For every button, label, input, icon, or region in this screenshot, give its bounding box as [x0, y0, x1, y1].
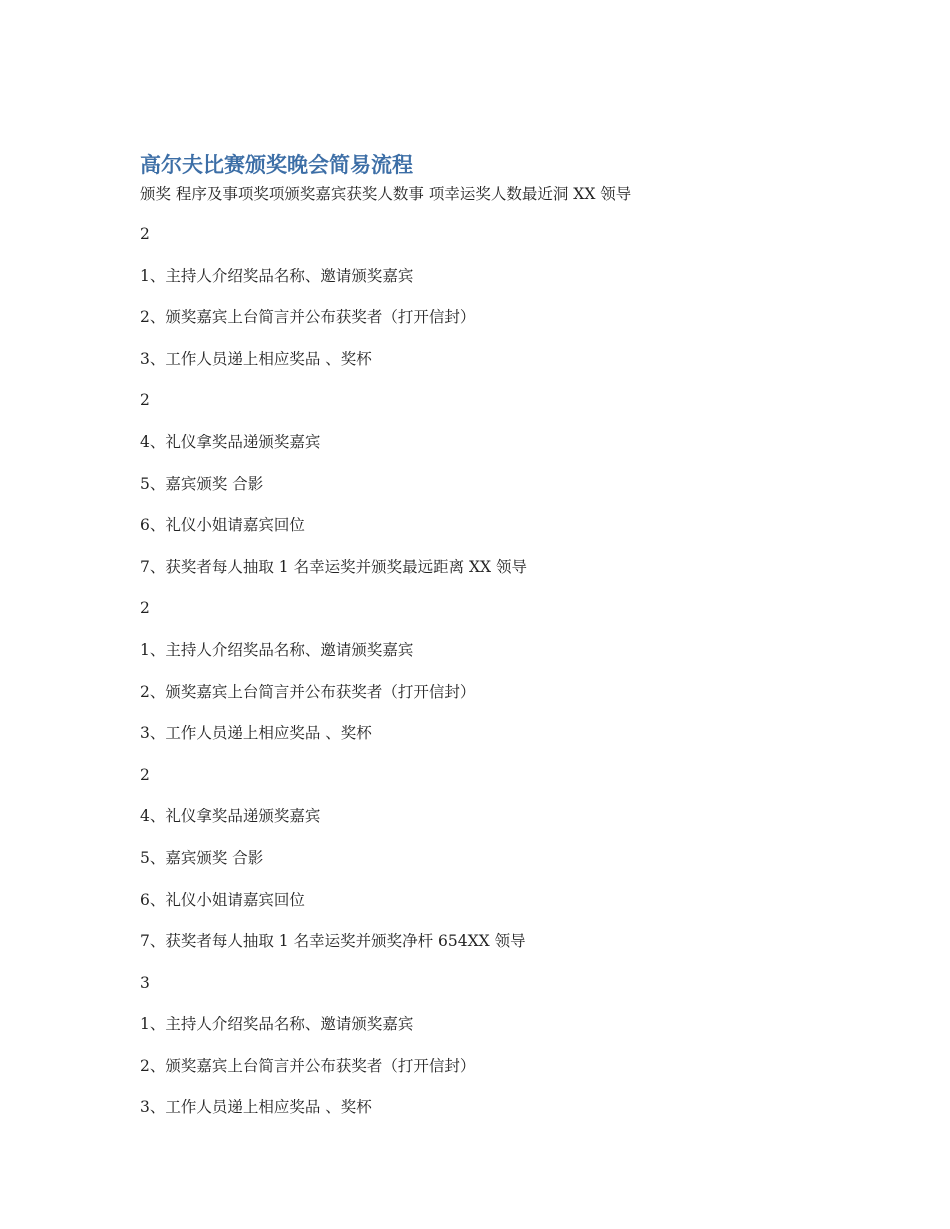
paragraph-line: 4、礼仪拿奖品递颁奖嘉宾: [140, 807, 321, 826]
paragraph-line: 1、主持人介绍奖品名称、邀请颁奖嘉宾: [140, 640, 414, 659]
paragraph-line: 2: [140, 225, 150, 243]
paragraph-line: 3、工作人员递上相应奖品 、奖杯: [140, 1098, 372, 1117]
paragraph-line: 6、礼仪小姐请嘉宾回位: [140, 890, 305, 909]
document-header-line: 颁奖 程序及事项奖项颁奖嘉宾获奖人数事 项幸运奖人数最近洞 XX 领导: [140, 185, 632, 203]
paragraph-line: 3、工作人员递上相应奖品 、奖杯: [140, 349, 372, 368]
paragraph-line: 4、礼仪拿奖品递颁奖嘉宾: [140, 432, 321, 451]
paragraph-line: 3、工作人员递上相应奖品 、奖杯: [140, 724, 372, 743]
paragraph-line: 2: [140, 765, 150, 784]
paragraph-line: 2、颁奖嘉宾上台简言并公布获奖者（打开信封）: [140, 1056, 476, 1075]
paragraph-line: 2: [140, 599, 150, 618]
paragraph-line: 2、颁奖嘉宾上台简言并公布获奖者（打开信封）: [140, 682, 476, 701]
paragraph-line: 6、礼仪小姐请嘉宾回位: [140, 516, 305, 535]
document-body: [140, 222, 840, 1119]
document-content: [140, 148, 840, 1137]
paragraph-line: 2、颁奖嘉宾上台简言并公布获奖者（打开信封）: [140, 308, 476, 327]
paragraph-line: 7、获奖者每人抽取 1 名幸运奖并颁奖净杆 654XX 领导: [140, 932, 526, 951]
paragraph-line: 5、嘉宾颁奖 合影: [140, 474, 264, 493]
paragraph-line: 5、嘉宾颁奖 合影: [140, 848, 264, 867]
paragraph-line: 1、主持人介绍奖品名称、邀请颁奖嘉宾: [140, 1015, 414, 1034]
paragraph-line: 3: [140, 973, 150, 992]
paragraph-line: 1、主持人介绍奖品名称、邀请颁奖嘉宾: [140, 266, 414, 285]
document-title: 高尔夫比赛颁奖晚会简易流程: [140, 153, 413, 177]
paragraph-line: 2: [140, 391, 150, 410]
paragraph-line: 7、获奖者每人抽取 1 名幸运奖并颁奖最远距离 XX 领导: [140, 557, 528, 576]
